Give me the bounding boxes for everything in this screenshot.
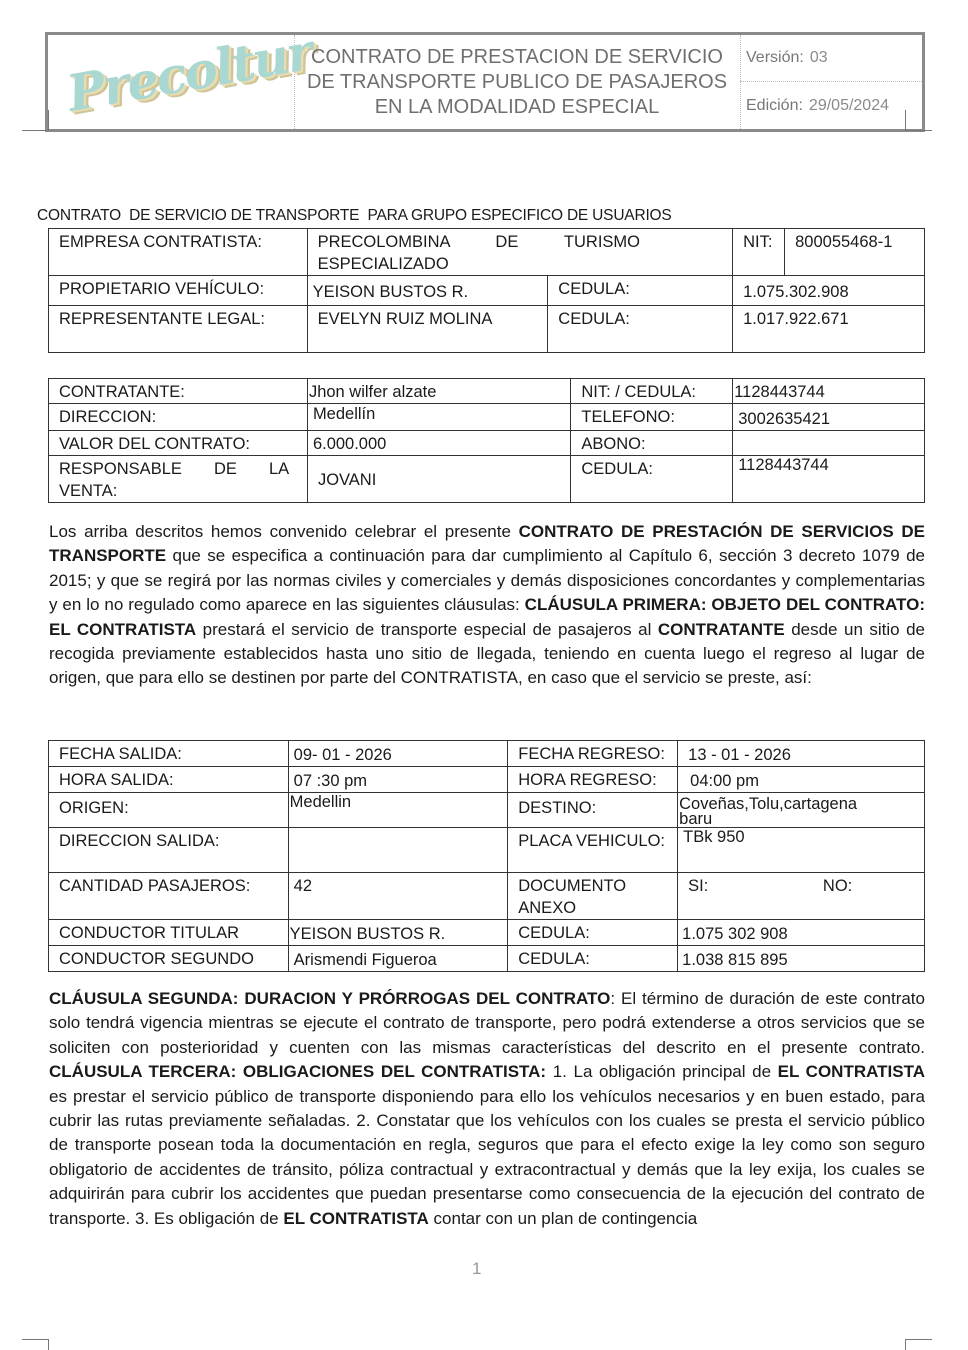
pasajeros-value: 42 (288, 873, 508, 920)
table-row (49, 741, 925, 767)
nit-label: NIT: (733, 229, 785, 276)
table-row (49, 404, 925, 431)
documento-label-line-2: ANEXO (518, 899, 577, 917)
title-line-3: EN LA MODALIDAD ESPECIAL (374, 95, 660, 118)
hora-salida-label: HORA SALIDA: (49, 767, 289, 793)
hora-regreso-value: 04:00 pm (678, 767, 925, 793)
valor-label: VALOR DEL CONTRATO: (49, 431, 308, 456)
propietario-cedula-value: 1.075.302.908 (733, 276, 925, 306)
direccion-salida-value (288, 828, 508, 873)
abono-label: ABONO: (571, 431, 733, 456)
edition-value: 29/05/2024 (808, 96, 889, 114)
title-line-2: DE TRANSPORTE PUBLICO DE PASAJEROS (306, 70, 728, 93)
table-row (49, 276, 925, 306)
paragraph-text: contar con un plan de contingencia (428, 1208, 698, 1228)
table-row (49, 873, 925, 920)
document-meta (740, 35, 922, 129)
paragraph-text: : El término de duración de este contrato solo tendrá vigencia mientras se ejecute el contrato de transporte, pero podrá extenderse a otros servicios que se soliciten con posterioridad y cuenten con las mismas características del descrito en el presente contrato. (49, 989, 925, 1057)
telefono-label: TELEFONO: (571, 404, 733, 431)
valor-value: 6.000.000 (307, 431, 570, 456)
direccion-salida-label: DIRECCION SALIDA: (49, 828, 289, 873)
crop-mark-bottom-right (905, 1339, 932, 1350)
propietario-cedula-label: CEDULA: (548, 276, 733, 306)
responsable-label-line-1: RESPONSABLE DE LA (59, 460, 290, 478)
fecha-salida-label: FECHA SALIDA: (49, 741, 289, 767)
contratante-label: CONTRATANTE: (49, 379, 308, 404)
responsable-value: JOVANI (307, 456, 570, 503)
company-logo: Precoltur (62, 22, 316, 123)
documento-label-line-1: DOCUMENTO (518, 877, 627, 895)
representante-value: EVELYN RUIZ MOLINA (307, 306, 548, 353)
section-title: CONTRATO DE SERVICIO DE TRANSPORTE PARA GRUPO ESPECIFICO DE USUARIOS (37, 207, 672, 224)
fecha-regreso-label: FECHA REGRESO: (508, 741, 678, 767)
hora-regreso-label: HORA REGRESO: (508, 767, 678, 793)
paragraph-text: es prestar el servicio público de transporte disponiendo para ello los vehículos necesarios y en buen estado, para cubrir las rutas previamente señaladas. 2. Constatar que los vehículos con los cuales se presta el servicio público de transporte posean toda la documentación en regla, seguros que para el efecto exige la ley como son seguro obligatorio de accidentes de tránsito, póliza contractual y extracontractual y demás que la ley exija, los cuales se adquirirán para cubrir los accidentes que puedan presentarse como consecuencia de la ejecución del contrato de transporte. 3. Es obligación de (49, 1086, 925, 1228)
table-row (49, 793, 925, 828)
conductor-titular-value: YEISON BUSTOS R. (288, 920, 508, 946)
crop-mark-top-left (22, 110, 49, 131)
propietario-label: PROPIETARIO VEHÍCULO: (49, 276, 308, 306)
paragraph-bold-text: EL CONTRATISTA (283, 1208, 429, 1228)
conductor-segundo-label: CONDUCTOR SEGUNDO (49, 946, 289, 972)
version-label: Versión: (746, 49, 804, 66)
empresa-label: EMPRESA CONTRATISTA: (49, 229, 308, 276)
representante-label: REPRESENTANTE LEGAL: (49, 306, 308, 353)
table-row (49, 379, 925, 404)
contract-intro-paragraph (49, 520, 925, 691)
direccion-value: Medellín (307, 404, 570, 431)
clause-heading: CLÁUSULA TERCERA: OBLIGACIONES DEL CONTRATISTA: (49, 1062, 547, 1082)
destino-value-line-2: baru (679, 810, 713, 828)
edition-label: Edición: (746, 96, 803, 114)
company-table (48, 228, 925, 353)
version-value: 03 (809, 49, 828, 66)
representante-cedula-label: CEDULA: (548, 306, 733, 353)
paragraph-bold-text: EL CONTRATISTA (777, 1062, 925, 1082)
documento-anexo-options (678, 873, 925, 920)
hora-salida-value: 07 :30 pm (288, 767, 508, 793)
client-table (48, 378, 925, 503)
conductor-titular-cedula-label: CEDULA: (508, 920, 678, 946)
logo-cell (48, 22, 316, 129)
crop-mark-top-right (905, 110, 932, 131)
clauses-paragraph (49, 987, 925, 1231)
table-row (49, 946, 925, 972)
no-label: NO: (822, 877, 853, 895)
table-row (49, 456, 925, 503)
paragraph-bold-text: CONTRATO DE PRESTACIÓN DE SERVICIOS DE TRANSPORTE (49, 522, 925, 566)
paragraph-text: que se especifica a continuación para dar cumplimiento al Capítulo 6, sección 3 decreto 1079 de 2015; y que se regirá por las normas civiles y comerciales y demás disposiciones concordantes y complementarias y en lo no regulado como aparece en las siguientes cláusulas: (49, 546, 925, 615)
conductor-titular-cedula-value: 1.075 302 908 (678, 920, 925, 946)
page-number: 1 (472, 1259, 482, 1278)
si-label: SI: (688, 877, 709, 895)
table-row (49, 828, 925, 873)
origen-label: ORIGEN: (49, 793, 289, 828)
responsable-cedula-value: 1128443744 (733, 456, 925, 503)
table-row (49, 920, 925, 946)
crop-mark-bottom-left (22, 1339, 49, 1350)
telefono-value: 3002635421 (733, 404, 925, 431)
destino-label: DESTINO: (508, 793, 678, 828)
trip-table (48, 740, 925, 972)
pasajeros-label: CANTIDAD PASAJEROS: (49, 873, 289, 920)
conductor-segundo-cedula-value: 1.038 815 895 (678, 946, 925, 972)
title-line-1: CONTRATO DE PRESTACION DE SERVICIO (311, 45, 723, 68)
responsable-label-line-2: VENTA: (59, 482, 118, 500)
paragraph-text: Los arriba descritos hemos convenido celebrar el presente (49, 522, 519, 541)
propietario-value: YEISON BUSTOS R. (307, 276, 548, 306)
empresa-value (307, 229, 733, 276)
nit-value: 800055468-1 (785, 229, 925, 276)
document-header (45, 22, 925, 132)
responsable-cedula-label: CEDULA: (571, 456, 733, 503)
fecha-regreso-value: 13 - 01 - 2026 (678, 741, 925, 767)
empresa-value-line-2: ESPECIALIZADO (317, 255, 449, 273)
nit-cedula-label: NIT: / CEDULA: (571, 379, 733, 404)
contratante-value: Jhon wilfer alzate (307, 379, 570, 404)
abono-value (733, 431, 925, 456)
placa-label: PLACA VEHICULO: (508, 828, 678, 873)
table-row (49, 306, 925, 353)
representante-cedula-value: 1.017.922.671 (733, 306, 925, 353)
placa-value: TBk 950 (678, 828, 925, 873)
conductor-titular-label: CONDUCTOR TITULAR (49, 920, 289, 946)
paragraph-text: 1. La obligación principal de (546, 1062, 778, 1082)
destino-value-line-1: Coveñas,Tolu,cartagena (679, 795, 858, 813)
origen-value: Medellin (288, 793, 508, 828)
conductor-segundo-value: Arismendi Figueroa (288, 946, 508, 972)
version-row (740, 35, 922, 82)
table-row (49, 229, 925, 276)
fecha-salida-value: 09- 01 - 2026 (288, 741, 508, 767)
destino-value (678, 793, 925, 828)
clause-heading: CLÁUSULA PRIMERA: OBJETO DEL CONTRATO: EL CONTRATISTA (49, 595, 925, 639)
nit-cedula-value: 1128443744 (733, 379, 925, 404)
responsable-label (49, 456, 308, 503)
clause-heading: CLÁUSULA SEGUNDA: DURACION Y PRÓRROGAS DEL CONTRATO (49, 989, 611, 1008)
document-title (294, 35, 741, 129)
paragraph-bold-text: CONTRATANTE (657, 619, 785, 639)
paragraph-text: desde un sitio de recogida previamente establecidos hasta uno sitio de llegada, teniendo en cuenta luego el regreso al lugar de origen, que para ello se destinen por parte del CONTRATISTA, en caso que el servicio se preste, así: (49, 619, 925, 688)
empresa-value-line-1: PRECOLOMBINA DE TURISMO (317, 233, 640, 251)
conductor-segundo-cedula-label: CEDULA: (508, 946, 678, 972)
edition-row (740, 82, 922, 129)
table-row (49, 767, 925, 793)
direccion-label: DIRECCION: (49, 404, 308, 431)
paragraph-text: prestará el servicio de transporte especial de pasajeros al (196, 619, 658, 639)
documento-anexo-label (508, 873, 678, 920)
table-row (49, 431, 925, 456)
